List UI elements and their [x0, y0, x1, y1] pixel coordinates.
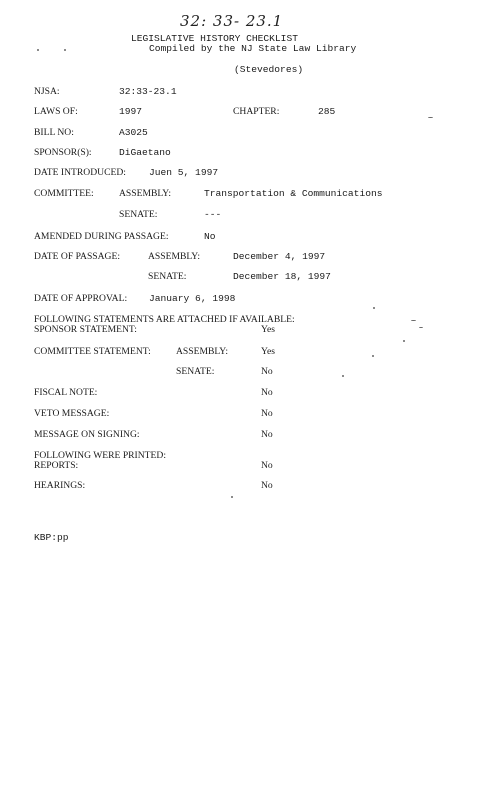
statements-heading: FOLLOWING STATEMENTS ARE ATTACHED IF AVAILABLE: [34, 314, 295, 325]
committee-statement-senate-value: No [261, 366, 273, 377]
date-of-passage-label: DATE OF PASSAGE: [34, 251, 121, 262]
committee-statement-assembly-label: ASSEMBLY: [176, 346, 229, 357]
scan-speck [64, 49, 66, 51]
footer-initials: KBP:pp [34, 532, 69, 543]
date-introduced-label: DATE INTRODUCED: [34, 167, 126, 178]
njsa-value: 32:33-23.1 [119, 86, 177, 97]
handwritten-statute-number: 32: 33- 23.1 [180, 12, 284, 30]
committee-assembly-label: ASSEMBLY: [119, 188, 172, 199]
passage-senate-label: SENATE: [148, 271, 187, 282]
scan-speck [403, 340, 405, 342]
committee-assembly-value: Transportation & Communications [204, 188, 383, 199]
compiled-by-line: Compiled by the NJ State Law Library [149, 43, 357, 54]
committee-statement-assembly-value: Yes [261, 346, 275, 357]
bill-no-value: A3025 [119, 127, 148, 138]
chapter-label: CHAPTER: [233, 106, 280, 117]
veto-message-label: VETO MESSAGE: [34, 408, 110, 419]
sponsor-statement-label: SPONSOR STATEMENT: [34, 324, 137, 335]
chapter-value: 285 [318, 106, 336, 117]
njsa-label: NJSA: [34, 86, 60, 97]
committee-statement-senate-label: SENATE: [176, 366, 215, 377]
subject-line: (Stevedores) [234, 64, 304, 75]
printed-heading: FOLLOWING WERE PRINTED: [34, 450, 166, 461]
passage-senate-value: December 18, 1997 [233, 271, 331, 282]
committee-senate-label: SENATE: [119, 209, 158, 220]
message-on-signing-value: No [261, 429, 273, 440]
scan-speck [37, 49, 39, 51]
document-title: LEGISLATIVE HISTORY CHECKLIST [131, 33, 298, 44]
veto-message-value: No [261, 408, 273, 419]
scan-speck [419, 327, 423, 328]
committee-senate-value: --- [204, 209, 222, 220]
committee-statement-label: COMMITTEE STATEMENT: [34, 346, 151, 357]
sponsor-value: DiGaetano [119, 147, 171, 158]
fiscal-note-value: No [261, 387, 273, 398]
sponsor-label: SPONSOR(S): [34, 147, 92, 158]
bill-no-label: BILL NO: [34, 127, 74, 138]
hearings-label: HEARINGS: [34, 480, 86, 491]
laws-of-label: LAWS OF: [34, 106, 78, 117]
date-introduced-value: Juen 5, 1997 [149, 167, 219, 178]
amended-label: AMENDED DURING PASSAGE: [34, 231, 169, 242]
scan-speck [373, 307, 375, 309]
message-on-signing-label: MESSAGE ON SIGNING: [34, 429, 140, 440]
committee-label: COMMITTEE: [34, 188, 94, 199]
reports-value: No [261, 460, 273, 471]
fiscal-note-label: FISCAL NOTE: [34, 387, 98, 398]
hearings-value: No [261, 480, 273, 491]
sponsor-statement-value: Yes [261, 324, 275, 335]
scan-speck [342, 375, 344, 377]
scan-speck [411, 320, 416, 321]
reports-label: REPORTS: [34, 460, 79, 471]
passage-assembly-label: ASSEMBLY: [148, 251, 201, 262]
date-of-approval-label: DATE OF APPROVAL: [34, 293, 128, 304]
date-of-approval-value: January 6, 1998 [149, 293, 236, 304]
laws-of-value: 1997 [119, 106, 143, 117]
scan-speck [372, 355, 374, 357]
scan-speck [428, 117, 433, 118]
passage-assembly-value: December 4, 1997 [233, 251, 326, 262]
amended-value: No [204, 231, 216, 242]
scan-speck [231, 496, 233, 498]
